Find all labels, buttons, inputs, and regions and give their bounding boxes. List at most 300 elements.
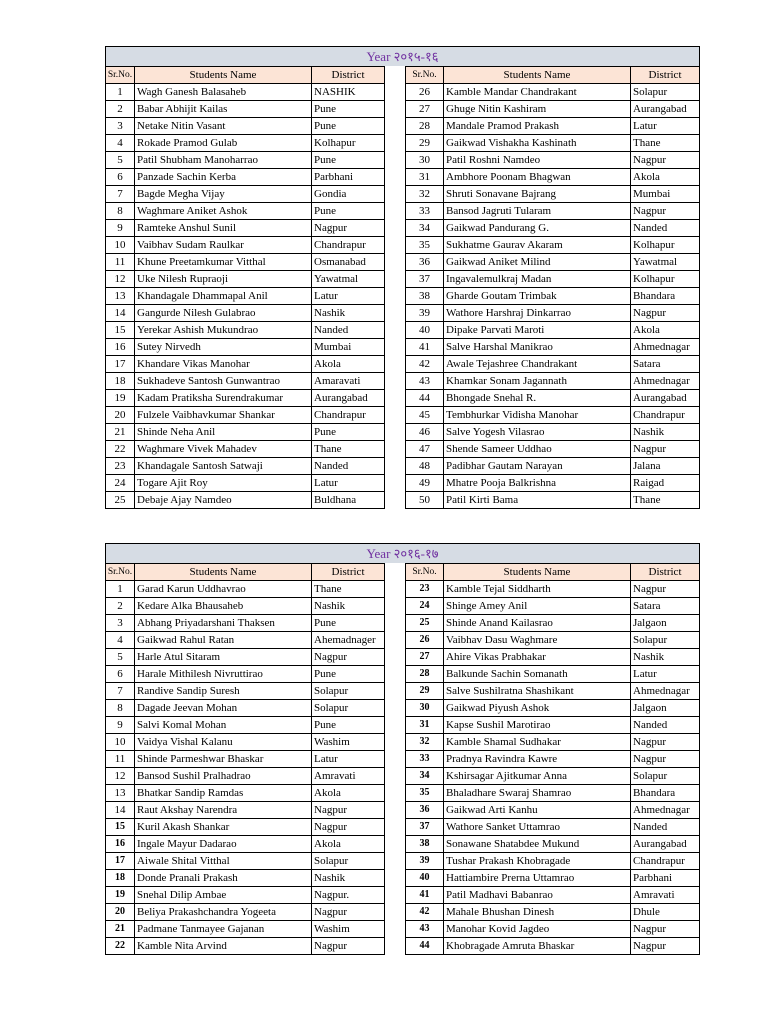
- sr-no-cell: 47: [406, 441, 444, 458]
- sr-no-cell: 32: [406, 734, 444, 751]
- sr-no-cell: 2: [106, 101, 135, 118]
- sr-no-cell: 6: [106, 666, 135, 683]
- student-name-cell: Beliya Prakashchandra Yogeeta: [135, 904, 312, 921]
- student-name-cell: Patil Kirti Bama: [444, 492, 631, 509]
- student-name-cell: Kadam Pratiksha Surendrakumar: [135, 390, 312, 407]
- student-name-cell: Abhang Priyadarshani Thaksen: [135, 615, 312, 632]
- student-name-cell: Tembhurkar Vidisha Manohar: [444, 407, 631, 424]
- student-name-cell: Vaidya Vishal Kalanu: [135, 734, 312, 751]
- district-cell: Bhandara: [631, 288, 700, 305]
- table-row: [406, 768, 700, 785]
- district-cell: Jalgaon: [631, 700, 700, 717]
- table-row: [406, 356, 700, 373]
- sr-no-cell: 48: [406, 458, 444, 475]
- sr-no-cell: 30: [406, 700, 444, 717]
- sr-no-cell: 38: [406, 288, 444, 305]
- sr-no-cell: 18: [106, 373, 135, 390]
- sr-no-cell: 7: [106, 683, 135, 700]
- table-row: [406, 666, 700, 683]
- table-row: [406, 836, 700, 853]
- table-row: [106, 322, 385, 339]
- student-name-cell: Waghmare Aniket Ashok: [135, 203, 312, 220]
- student-name-cell: Manohar Kovid Jagdeo: [444, 921, 631, 938]
- sr-no-cell: 26: [406, 632, 444, 649]
- sr-no-cell: 9: [106, 220, 135, 237]
- sr-no-cell: 39: [406, 305, 444, 322]
- table-row: [406, 853, 700, 870]
- district-header: District: [631, 564, 700, 581]
- sr-no-cell: 34: [406, 220, 444, 237]
- table-row: [106, 870, 385, 887]
- district-cell: Latur: [631, 118, 700, 135]
- sr-no-cell: 37: [406, 271, 444, 288]
- district-cell: Nagpur: [631, 441, 700, 458]
- table-row: [106, 700, 385, 717]
- district-cell: Buldhana: [312, 492, 385, 509]
- student-name-cell: Garad Karun Uddhavrao: [135, 581, 312, 598]
- student-name-cell: Kedare Alka Bhausaheb: [135, 598, 312, 615]
- table-row: [406, 615, 700, 632]
- table-row: [406, 458, 700, 475]
- district-cell: Nagpur: [631, 751, 700, 768]
- district-cell: Chandrapur: [312, 237, 385, 254]
- district-cell: Pune: [312, 152, 385, 169]
- sr-no-cell: 25: [106, 492, 135, 509]
- sr-no-cell: 28: [406, 666, 444, 683]
- district-cell: Nagpur: [631, 938, 700, 955]
- district-cell: Pune: [312, 118, 385, 135]
- student-name-cell: Gaikwad Aniket Milind: [444, 254, 631, 271]
- table-row: [406, 649, 700, 666]
- sr-no-cell: 1: [106, 581, 135, 598]
- student-name-cell: Kamble Mandar Chandrakant: [444, 84, 631, 101]
- sr-no-cell: 41: [406, 339, 444, 356]
- table-row: [106, 785, 385, 802]
- district-cell: Kolhapur: [312, 135, 385, 152]
- sr-no-cell: 23: [406, 581, 444, 598]
- table-row: [406, 339, 700, 356]
- table-row: [406, 785, 700, 802]
- district-cell: Aurangabad: [631, 390, 700, 407]
- student-name-cell: Salvi Komal Mohan: [135, 717, 312, 734]
- student-name-cell: Gaikwad Arti Kanhu: [444, 802, 631, 819]
- table-row: [106, 339, 385, 356]
- name-header: Students Name: [444, 67, 631, 84]
- student-table-left: [105, 66, 385, 509]
- table-row: [406, 938, 700, 955]
- table-row: [106, 407, 385, 424]
- sr-no-cell: 1: [106, 84, 135, 101]
- sr-no-cell: 17: [106, 356, 135, 373]
- district-cell: Nanded: [312, 458, 385, 475]
- sr-no-cell: 16: [106, 339, 135, 356]
- student-name-cell: Wathore Harshraj Dinkarrao: [444, 305, 631, 322]
- sr-no-cell: 26: [406, 84, 444, 101]
- sr-no-cell: 49: [406, 475, 444, 492]
- student-name-cell: Patil Roshni Namdeo: [444, 152, 631, 169]
- district-cell: Raigad: [631, 475, 700, 492]
- table-row: [406, 254, 700, 271]
- table-year-2015-16: [105, 46, 700, 509]
- sr-no-cell: 44: [406, 938, 444, 955]
- district-cell: Solapur: [631, 768, 700, 785]
- district-cell: Nagpur: [312, 220, 385, 237]
- table-row: [106, 938, 385, 955]
- district-cell: Solapur: [312, 700, 385, 717]
- student-name-cell: Salve Sushilratna Shashikant: [444, 683, 631, 700]
- sr-no-cell: 6: [106, 169, 135, 186]
- table-row: [106, 101, 385, 118]
- student-table-right: [405, 66, 700, 509]
- table-row: [106, 152, 385, 169]
- table-row: [106, 203, 385, 220]
- district-cell: Nanded: [312, 322, 385, 339]
- student-name-cell: Kshirsagar Ajitkumar Anna: [444, 768, 631, 785]
- sr-no-cell: 21: [106, 424, 135, 441]
- district-cell: Latur: [312, 475, 385, 492]
- sr-no-cell: 25: [406, 615, 444, 632]
- student-name-cell: Gangurde Nilesh Gulabrao: [135, 305, 312, 322]
- district-cell: Kolhapur: [631, 237, 700, 254]
- student-name-cell: Bansod Sushil Pralhadrao: [135, 768, 312, 785]
- district-cell: Nashik: [631, 424, 700, 441]
- district-cell: Nanded: [631, 220, 700, 237]
- table-row: [406, 186, 700, 203]
- table-row: [406, 598, 700, 615]
- sr-no-cell: 4: [106, 632, 135, 649]
- student-name-cell: Netake Nitin Vasant: [135, 118, 312, 135]
- student-name-cell: Ambhore Poonam Bhagwan: [444, 169, 631, 186]
- table-row: [406, 751, 700, 768]
- table-row: [106, 683, 385, 700]
- sr-no-cell: 18: [106, 870, 135, 887]
- sr-no-cell: 34: [406, 768, 444, 785]
- table-row: [106, 492, 385, 509]
- sr-no-cell: 14: [106, 802, 135, 819]
- student-name-cell: Ghuge Nitin Kashiram: [444, 101, 631, 118]
- table-row: [406, 101, 700, 118]
- sr-no-cell: 27: [406, 101, 444, 118]
- student-name-cell: Ingale Mayur Dadarao: [135, 836, 312, 853]
- table-row: [106, 717, 385, 734]
- district-cell: Akola: [312, 785, 385, 802]
- sr-no-cell: 8: [106, 203, 135, 220]
- student-name-cell: Rokade Pramod Gulab: [135, 135, 312, 152]
- district-cell: Nagpur: [312, 649, 385, 666]
- district-cell: Amaravati: [312, 373, 385, 390]
- student-name-cell: Harale Mithilesh Nivruttirao: [135, 666, 312, 683]
- table-row: [406, 632, 700, 649]
- district-cell: Yawatmal: [312, 271, 385, 288]
- district-cell: Jalana: [631, 458, 700, 475]
- table-row: [106, 186, 385, 203]
- district-cell: Pune: [312, 424, 385, 441]
- table-row: [106, 458, 385, 475]
- sr-no-cell: 28: [406, 118, 444, 135]
- district-cell: Nagpur: [631, 921, 700, 938]
- sr-no-cell: 8: [106, 700, 135, 717]
- table-row: [106, 356, 385, 373]
- sr-no-cell: 24: [406, 598, 444, 615]
- student-table-right: [405, 563, 700, 955]
- sr-no-cell: 22: [106, 938, 135, 955]
- district-cell: Ahmednagar: [631, 339, 700, 356]
- student-name-cell: Wagh Ganesh Balasaheb: [135, 84, 312, 101]
- student-name-cell: Shende Sameer Uddhao: [444, 441, 631, 458]
- sr-no-cell: 13: [106, 288, 135, 305]
- district-cell: Nashik: [312, 870, 385, 887]
- district-cell: Ahmednagar: [631, 802, 700, 819]
- sr-no-cell: 16: [106, 836, 135, 853]
- sr-no-cell: 12: [106, 768, 135, 785]
- sr-no-cell: 27: [406, 649, 444, 666]
- table-row: [106, 836, 385, 853]
- sr-no-cell: 44: [406, 390, 444, 407]
- district-cell: Osmanabad: [312, 254, 385, 271]
- table-row: [406, 475, 700, 492]
- district-cell: Nagpur.: [312, 887, 385, 904]
- table-row: [406, 581, 700, 598]
- table-row: [106, 271, 385, 288]
- table-row: [406, 169, 700, 186]
- student-name-cell: Salve Harshal Manikrao: [444, 339, 631, 356]
- sr-no-cell: 10: [106, 734, 135, 751]
- student-name-cell: Debaje Ajay Namdeo: [135, 492, 312, 509]
- district-cell: Thane: [312, 441, 385, 458]
- sr-no-cell: 15: [106, 819, 135, 836]
- table-row: [106, 649, 385, 666]
- sr-no-cell: 10: [106, 237, 135, 254]
- sr-no-cell: 5: [106, 152, 135, 169]
- district-cell: Nagpur: [631, 581, 700, 598]
- district-cell: Pune: [312, 717, 385, 734]
- table-row: [106, 819, 385, 836]
- sr-no-cell: 31: [406, 169, 444, 186]
- student-name-cell: Vaibhav Sudam Raulkar: [135, 237, 312, 254]
- district-cell: Akola: [631, 169, 700, 186]
- district-header: District: [631, 67, 700, 84]
- table-row: [406, 904, 700, 921]
- table-row: [106, 598, 385, 615]
- district-cell: Solapur: [631, 84, 700, 101]
- district-cell: Pune: [312, 101, 385, 118]
- student-name-cell: Dipake Parvati Maroti: [444, 322, 631, 339]
- district-cell: Bhandara: [631, 785, 700, 802]
- table-row: [406, 424, 700, 441]
- student-name-cell: Randive Sandip Suresh: [135, 683, 312, 700]
- table-row: [106, 751, 385, 768]
- sr-no-cell: 23: [106, 458, 135, 475]
- sr-no-cell: 5: [106, 649, 135, 666]
- table-row: [406, 288, 700, 305]
- sr-no-cell: 35: [406, 785, 444, 802]
- table-row: [106, 734, 385, 751]
- district-cell: Washim: [312, 734, 385, 751]
- student-name-cell: Tushar Prakash Khobragade: [444, 853, 631, 870]
- table-row: [406, 492, 700, 509]
- sr-no-cell: 21: [106, 921, 135, 938]
- sr-no-cell: 9: [106, 717, 135, 734]
- district-cell: Chandrapur: [312, 407, 385, 424]
- sr-no-cell: 15: [106, 322, 135, 339]
- district-cell: NASHIK: [312, 84, 385, 101]
- student-name-cell: Shinde Anand Kailasrao: [444, 615, 631, 632]
- sr-no-cell: 29: [406, 683, 444, 700]
- sr-no-cell: 32: [406, 186, 444, 203]
- district-cell: Pune: [312, 615, 385, 632]
- sr-header: Sr.No.: [106, 564, 135, 581]
- table-row: [106, 288, 385, 305]
- table-row: [406, 390, 700, 407]
- sr-no-cell: 33: [406, 751, 444, 768]
- sr-no-cell: 36: [406, 254, 444, 271]
- table-year-2016-17: [105, 543, 700, 955]
- table-row: [106, 254, 385, 271]
- district-cell: Washim: [312, 921, 385, 938]
- sr-no-cell: 29: [406, 135, 444, 152]
- sr-no-cell: 3: [106, 118, 135, 135]
- sr-no-cell: 19: [106, 887, 135, 904]
- sr-no-cell: 19: [106, 390, 135, 407]
- student-name-cell: Mandale Pramod Prakash: [444, 118, 631, 135]
- sr-no-cell: 42: [406, 356, 444, 373]
- table-row: [406, 407, 700, 424]
- sr-no-cell: 46: [406, 424, 444, 441]
- student-name-cell: Gaikwad Vishakha Kashinath: [444, 135, 631, 152]
- sr-no-cell: 39: [406, 853, 444, 870]
- table-row: [106, 441, 385, 458]
- district-cell: Amravati: [631, 887, 700, 904]
- student-name-cell: Shinge Amey Anil: [444, 598, 631, 615]
- student-name-cell: Waghmare Vivek Mahadev: [135, 441, 312, 458]
- sr-no-cell: 11: [106, 254, 135, 271]
- sr-no-cell: 45: [406, 407, 444, 424]
- district-cell: Latur: [631, 666, 700, 683]
- sr-no-cell: 30: [406, 152, 444, 169]
- sr-no-cell: 35: [406, 237, 444, 254]
- name-header: Students Name: [135, 67, 312, 84]
- district-cell: Parbhani: [312, 169, 385, 186]
- table-row: [406, 322, 700, 339]
- sr-no-cell: 43: [406, 373, 444, 390]
- table-row: [106, 305, 385, 322]
- student-name-cell: Ingavalemulkraj Madan: [444, 271, 631, 288]
- district-cell: Nanded: [631, 717, 700, 734]
- student-name-cell: Patil Madhavi Babanrao: [444, 887, 631, 904]
- student-name-cell: Harle Atul Sitaram: [135, 649, 312, 666]
- table-row: [406, 870, 700, 887]
- student-name-cell: Sutey Nirvedh: [135, 339, 312, 356]
- sr-no-cell: 14: [106, 305, 135, 322]
- student-name-cell: Kamble Shamal Sudhakar: [444, 734, 631, 751]
- table-row: [406, 118, 700, 135]
- district-cell: Nagpur: [631, 305, 700, 322]
- student-name-cell: Bhongade Snehal R.: [444, 390, 631, 407]
- table-row: [106, 887, 385, 904]
- sr-header: Sr.No.: [406, 67, 444, 84]
- name-header: Students Name: [444, 564, 631, 581]
- table-row: [406, 717, 700, 734]
- district-cell: Latur: [312, 288, 385, 305]
- student-name-cell: Aiwale Shital Vitthal: [135, 853, 312, 870]
- student-name-cell: Fulzele Vaibhavkumar Shankar: [135, 407, 312, 424]
- student-name-cell: Balkunde Sachin Somanath: [444, 666, 631, 683]
- table-row: [406, 373, 700, 390]
- student-name-cell: Bansod Jagruti Tularam: [444, 203, 631, 220]
- student-name-cell: Padmane Tanmayee Gajanan: [135, 921, 312, 938]
- student-name-cell: Patil Shubham Manoharrao: [135, 152, 312, 169]
- district-cell: Nashik: [312, 305, 385, 322]
- table-row: [406, 203, 700, 220]
- district-cell: Gondia: [312, 186, 385, 203]
- district-cell: Akola: [312, 836, 385, 853]
- district-cell: Mumbai: [631, 186, 700, 203]
- district-cell: Pune: [312, 203, 385, 220]
- table-row: [106, 390, 385, 407]
- table-row: [406, 305, 700, 322]
- student-table-left: [105, 563, 385, 955]
- student-name-cell: Togare Ajit Roy: [135, 475, 312, 492]
- student-name-cell: Mhatre Pooja Balkrishna: [444, 475, 631, 492]
- student-name-cell: Bagde Megha Vijay: [135, 186, 312, 203]
- district-cell: Solapur: [312, 683, 385, 700]
- sr-header: Sr.No.: [106, 67, 135, 84]
- table-title: Year २०१६-१७: [105, 543, 700, 563]
- table-row: [106, 424, 385, 441]
- district-cell: Solapur: [631, 632, 700, 649]
- district-cell: Thane: [631, 492, 700, 509]
- student-name-cell: Awale Tejashree Chandrakant: [444, 356, 631, 373]
- table-row: [106, 237, 385, 254]
- student-name-cell: Raut Akshay Narendra: [135, 802, 312, 819]
- district-cell: Satara: [631, 598, 700, 615]
- district-cell: Ahmednagar: [631, 683, 700, 700]
- sr-no-cell: 37: [406, 819, 444, 836]
- student-name-cell: Sukhatme Gaurav Akaram: [444, 237, 631, 254]
- district-cell: Nagpur: [312, 938, 385, 955]
- sr-no-cell: 13: [106, 785, 135, 802]
- sr-no-cell: 38: [406, 836, 444, 853]
- table-row: [406, 152, 700, 169]
- table-row: [106, 768, 385, 785]
- student-name-cell: Gaikwad Rahul Ratan: [135, 632, 312, 649]
- student-name-cell: Kapse Sushil Marotirao: [444, 717, 631, 734]
- name-header: Students Name: [135, 564, 312, 581]
- district-header: District: [312, 67, 385, 84]
- table-row: [106, 169, 385, 186]
- student-name-cell: Ahire Vikas Prabhakar: [444, 649, 631, 666]
- district-cell: Amravati: [312, 768, 385, 785]
- table-row: [106, 802, 385, 819]
- student-name-cell: Kamble Tejal Siddharth: [444, 581, 631, 598]
- district-cell: Pune: [312, 666, 385, 683]
- table-row: [406, 819, 700, 836]
- district-cell: Nagpur: [312, 904, 385, 921]
- student-name-cell: Gaikwad Pandurang G.: [444, 220, 631, 237]
- table-row: [106, 632, 385, 649]
- district-cell: Aurangabad: [631, 101, 700, 118]
- table-row: [106, 615, 385, 632]
- table-row: [406, 135, 700, 152]
- table-row: [106, 475, 385, 492]
- district-cell: Nagpur: [631, 152, 700, 169]
- student-name-cell: Pradnya Ravindra Kawre: [444, 751, 631, 768]
- district-cell: Nagpur: [631, 203, 700, 220]
- student-name-cell: Gaikwad Piyush Ashok: [444, 700, 631, 717]
- student-name-cell: Bhaladhare Swaraj Shamrao: [444, 785, 631, 802]
- student-name-cell: Bhatkar Sandip Ramdas: [135, 785, 312, 802]
- district-cell: Nagpur: [312, 802, 385, 819]
